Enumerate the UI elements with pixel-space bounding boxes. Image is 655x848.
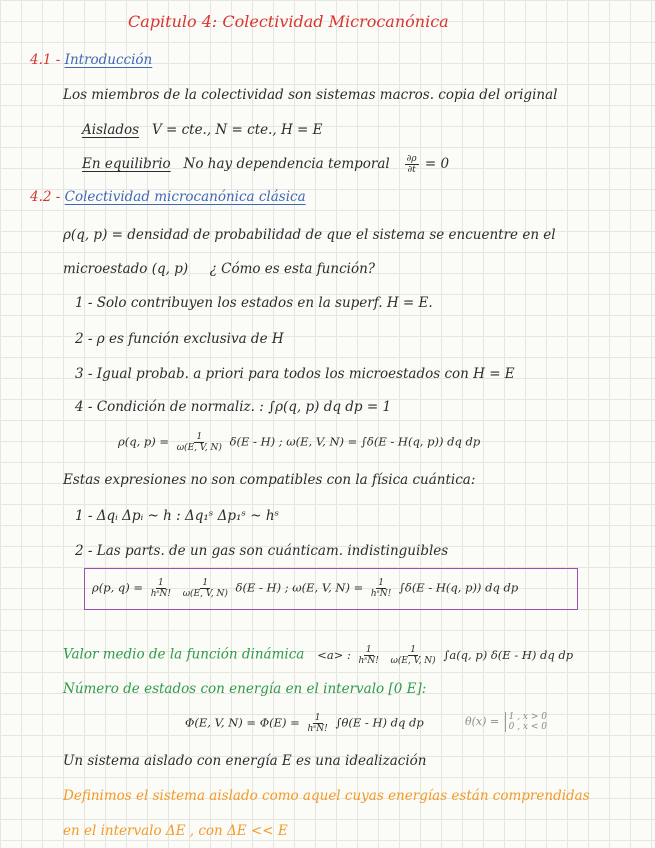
list-item: 1 - Solo contribuyen los estados en la superf. H = E. xyxy=(75,295,433,311)
list-item: 2 - Las parts. de un gas son cuánticam. indistinguibles xyxy=(75,543,449,559)
list-item: 3 - Igual probab. a priori para todos los microestados con H = E xyxy=(75,366,515,382)
phi-equation: Φ(E, V, N) = Φ(E) = $\frac{1}{\text{hˢN!}}$ ∫θ(E - H) dq dp xyxy=(185,713,424,734)
partial-derivative: $\frac{\partial\rho}{\partial t}$ xyxy=(406,154,417,175)
section-title: Colectividad microcanónica clásica xyxy=(64,189,306,205)
section-number: 4.1 - xyxy=(30,52,61,68)
section-4-1-heading xyxy=(30,51,152,69)
mean-value-line: Valor medio de la función dinámica <a> : $\frac{1}{\text{hˢN!}}$ $\frac{1}{\omega(E, V, N)}$ ∫a(q, p) δ(E - H) dq dp xyxy=(63,645,574,666)
definition-line: Definimos el sistema aislado como aquel cuyas energías están comprendidas xyxy=(63,788,590,804)
density-definition: ρ(q, p) = densidad de probabilidad de que el sistema se encuentre en el xyxy=(63,227,556,243)
intro-line: Los miembros de la colectividad son sistemas macros. copia del original xyxy=(63,87,558,103)
theta-definition: θ(x) = 1 , x > 0 0 , x < 0 xyxy=(465,712,547,732)
isolated-line: Aislados V = cte., N = cte., H = E xyxy=(82,122,323,138)
list-item: 2 - ρ es función exclusiva de H xyxy=(75,331,284,347)
list-item: 4 - Condición de normaliz. : ∫ρ(q, p) dq dp = 1 xyxy=(75,399,392,415)
states-count-line: Número de estados con energía en el intervalo [0 E]: xyxy=(63,681,427,697)
section-title: Introducción xyxy=(64,52,153,68)
section-4-2-heading xyxy=(30,188,306,206)
page-title: Capitulo 4: Colectividad Microcanónica xyxy=(128,12,449,31)
equation-rho-omega: ρ(q, p) = $\frac{1}{\omega(E, V, N)}$ δ(E - H) ; ω(E, V, N) = ∫δ(E - H(q, p)) dq dp xyxy=(118,432,481,453)
idealization-line: Un sistema aislado con energía E es una idealización xyxy=(63,753,427,769)
section-number: 4.2 - xyxy=(30,189,61,205)
compatibility-line: Estas expresiones no son compatibles con la física cuántica: xyxy=(63,472,476,488)
boxed-equation: ρ(p, q) = $\frac{1}{\text{hˢN!}}$ $\frac{1}{\omega(E, V, N)}$ δ(E - H) ; ω(E, V, N) = $\frac{1}{\text{hˢN!}}$ ∫δ(E - H(q, p)) dq dp xyxy=(92,578,519,599)
equilibrium-line: En equilibrio No hay dependencia temporal $\frac{\partial\rho}{\partial t}$ = 0 xyxy=(82,154,450,175)
list-item: 1 - Δqᵢ Δpᵢ ~ h : Δq₁ˢ Δp₁ˢ ~ hˢ xyxy=(75,508,280,524)
interval-line: en el intervalo ΔE , con ΔE << E xyxy=(63,823,288,839)
microstate-line: microestado (q, p) ¿ Cómo es esta función? xyxy=(63,261,376,277)
